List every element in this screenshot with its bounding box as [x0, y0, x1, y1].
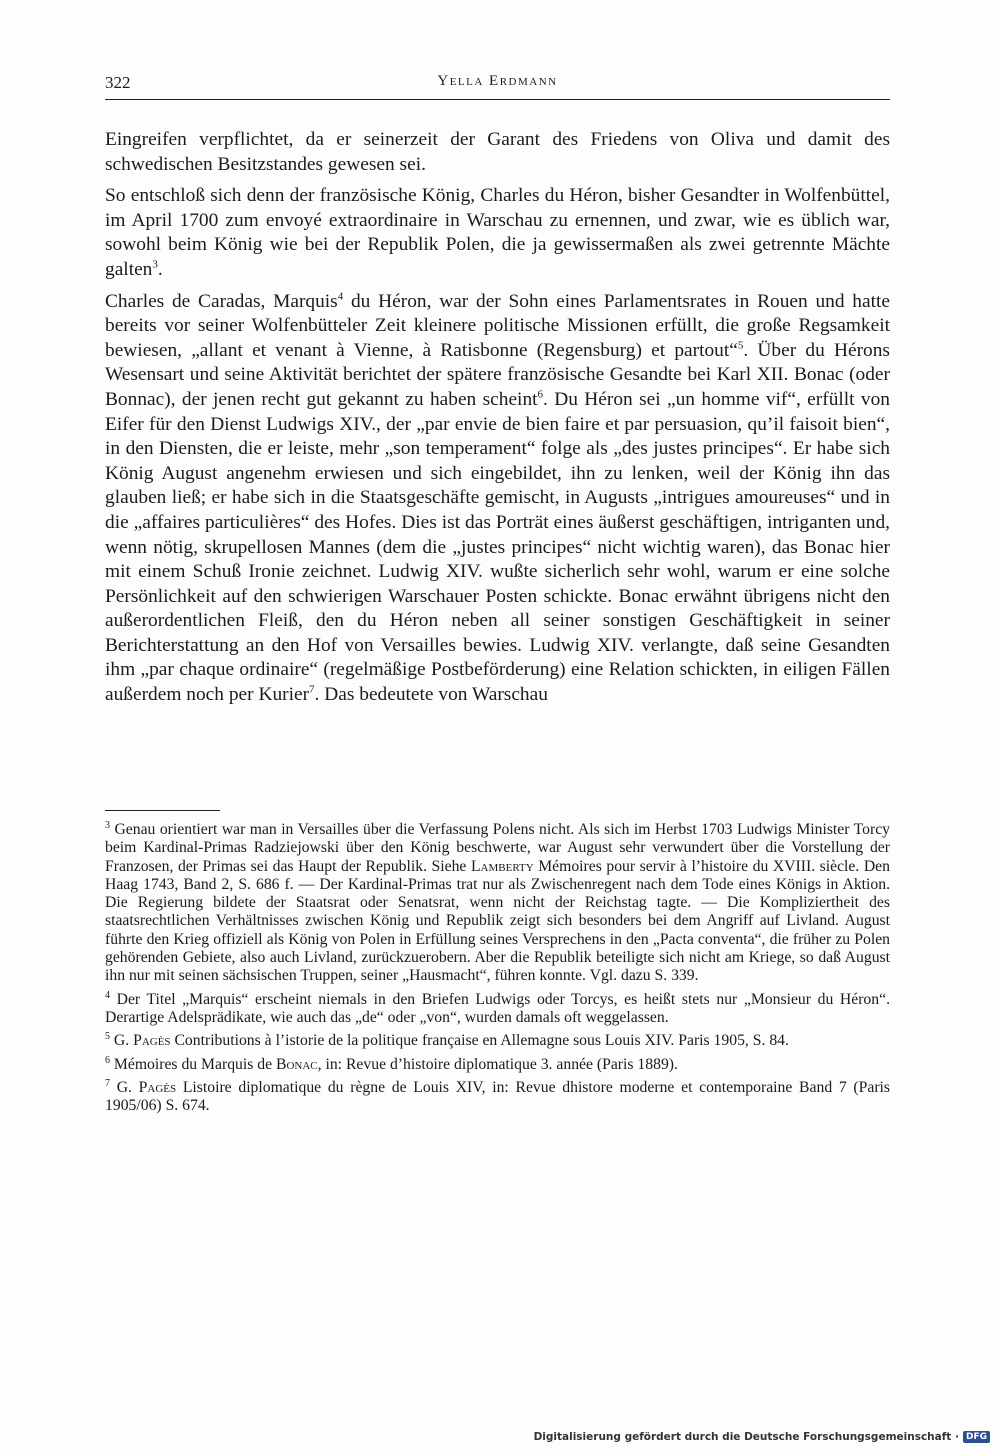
dfg-logo-icon: DFG: [963, 1431, 990, 1443]
paragraph-1: Eingreifen verpflichtet, da er seinerzeit der Garant des Friedens von Oliva und damit des schwedischen Besitzstandes gewesen sei.: [105, 129, 890, 175]
author-name: Bonac: [276, 1055, 318, 1073]
footnote-ref-5: 5: [737, 339, 744, 352]
page-number: 322: [105, 73, 131, 92]
funding-notice: [534, 1431, 990, 1443]
footnotes: [105, 821, 890, 1120]
paragraph-2: So entschloß sich denn der französische König, Charles du Héron, bisher Gesandter in Wolfenbüttel, im April 1700 zum envoyé extraordinaire in Warschau zu ernennen, und zwar, wie es üblich war, sowohl beim König wie bei der Republik Polen, die ja gewissermaßen als zwei getrennte Mächte galten$^3$.: [105, 185, 890, 280]
funding-text: Digitalisierung gefördert durch die Deutsche Forschungsgemeinschaft ·: [533, 1431, 959, 1443]
author-name: Lamberty: [470, 857, 534, 875]
footnote-divider: [105, 810, 220, 811]
footnote-6: $^6$ Mémoires du Marquis de Bonac, in: Revue d’histoire diplomatique 3. année (Paris 1889).: [105, 1054, 678, 1073]
running-title: Yella Erdmann: [437, 73, 558, 89]
page-header: [105, 73, 890, 100]
footnote-ref-4: 4: [337, 290, 344, 303]
footnote-5: $^5$ G. Pagès Contributions à l’istorie de la politique française en Allemagne sous Louis XIV. Paris 1905, S. 84.: [105, 1031, 789, 1050]
body-text: [105, 128, 890, 715]
author-name: G. Pagès: [116, 1078, 177, 1096]
footnote-ref-6: 6: [537, 388, 544, 401]
footnote-ref-7: 7: [309, 683, 315, 696]
footnote-3: $^3$ Genau orientiert war man in Versailles über die Verfassung Polens nicht. Als sich im Herbst 1703 Ludwigs Minister Torcy beim Kardinal-Primas Radziejowski über den König beschwerte, war August sehr verwundert über die Vorstellung der Franzosen, der Primas sei das Haupt der Republik. Siehe Lamberty Mémoires pour servir à l’histoire du XVIII. siècle. Den Haag 1743, Band 2, S. 686 f. — Der Kardinal-Primas trat nur als Zwischenregent nach dem Tode eines Königs in Aktion. Die Regierung bildete der Staatsrat oder Senatsrat, wenn nicht der Reichstag tagte. — Die Kompliziertheit des staatsrechtlichen Verhältnisses zwischen König und Republik zeigt sich besonders bei dem Angriff auf Livland. August führte den Krieg offiziell als König von Polen in Erfüllung seines Versprechens in den „Pacta conventa“, die früher zu Polen gehörenden Gebiete, also auch Livland, zurückzuerobern. Aber die Republik beteiligte sich nicht am Kriege, so daß August ihn nur mit seinen sächsischen Truppen, seiner „Hausmacht“, führen konnte. Vgl. dazu S. 339.: [105, 819, 890, 985]
paragraph-3: Charles de Caradas, Marquis$^4$ du Héron, war der Sohn eines Parlamentsrates in Rouen und hatte bereits vor seiner Wolfenbütteler Zeit kleinere politische Missionen erfüllt, die große Regsamkeit bewiesen, „allant et venant à Vienne, à Ratisbonne (Regensburg) et partout“$^5$. Über du Hérons Wesensart und seine Aktivität berichtet der spätere französische Gesandte bei Karl XII. Bonac (oder Bonnac), der jenen recht gut gekannt zu haben scheint$^6$. Du Héron sei „un homme vif“, erfüllt von Eifer für den Dienst Ludwigs XIV., der „par envie de bien faire et par persuasion, qu’il faisoit bien“, in den Diensten, die er leiste, mehr „son temperament“ folge als „des justes principes“. Er habe sich König August angenehm erwiesen und sich eingebildet, ihn zu lenken, weil der König ihn das glauben ließ; er habe sich in die Staatsgeschäfte gemischt, in Augusts „intrigues amoureuses“ und in die „affaires particulières“ des Hofes. Dies ist das Porträt eines äußerst geschäftigen, intriganten und, wenn nötig, skrupellosen Mannes (dem die „justes principes“ nicht wichtig waren), das Bonac hier mit einem Schuß Ironie zeichnet. Ludwig XIV. wußte sicherlich sehr wohl, warum er eine solche Persönlichkeit auf den schwierigen Warschauer Posten schickte. Bonac erwähnt übrigens nicht den außerordentlichen Fleiß, den du Héron neben all seiner sonstigen Geschäftigkeit in seiner Berichterstattung an den Hof von Versailles bewies. Ludwig XIV. verlangte, daß seine Gesandten ihm „par chaque ordinaire“ (regelmäßige Postbeförderung) eine Relation schickten, in eiligen Fällen außerdem noch per Kurier$^7$. Das bedeutete von Warschau: [105, 290, 890, 706]
footnote-7: $^7$ G. Pagès Listoire diplomatique du règne de Louis XIV, in: Revue dhistore moderne et contemporaine Band 7 (Paris 1905/06) S. 674.: [105, 1077, 891, 1115]
author-name: G. Pagès: [113, 1032, 171, 1050]
footnote-4: $^4$ Der Titel „Marquis“ erscheint niemals in den Briefen Ludwigs oder Torcys, es heißt stets nur „Monsieur du Héron“. Derartige Adelsprädikate, wie auch das „de“ oder „von“, wurden damals oft weggelassen.: [105, 989, 891, 1026]
footnote-ref-3: 3: [152, 258, 158, 271]
